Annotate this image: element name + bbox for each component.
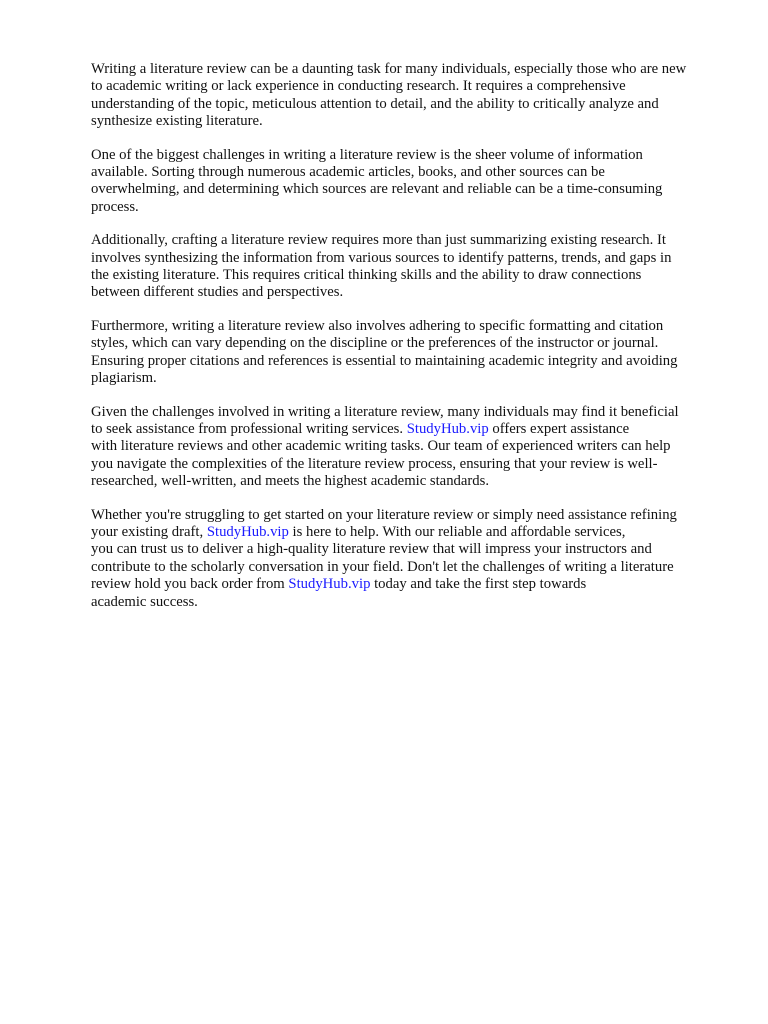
paragraph-text: offers expert assistance with literature reviews and other academic writing tasks. Our team of experienced writers can help you navigate the complexities of the literature review process, ensuring that your review is well- researched, well-written, and meets the highest academic standards. [91, 420, 671, 490]
paragraph-text: Additionally, crafting a literature review requires more than just summarizing existing research. It involves synthesizing the information from various sources to identify patterns, trends, and gaps in the existing literature. This requires critical thinking skills and the ability to draw connections between different studies and perspectives. [91, 232, 672, 301]
document-body [91, 61, 723, 627]
paragraph-formatting [91, 318, 723, 388]
paragraph-text: today and take the first step towards academic success. [91, 576, 587, 610]
studyhub-link[interactable]: StudyHub.vip [288, 576, 371, 593]
paragraph-assistance [91, 404, 723, 491]
paragraph-synthesis [91, 232, 723, 302]
paragraph-text: Whether you're struggling to get started on your literature review or simply need assistance refining your existing draft, [91, 506, 677, 540]
studyhub-link[interactable]: StudyHub.vip [406, 420, 489, 437]
paragraph-text: Furthermore, writing a literature review also involves adhering to specific formatting and citation styles, which can vary depending on the discipline or the preferences of the instructor or journal. Ensuring proper citations and references is essential to maintaining academic integrity and avoiding plagiarism. [91, 317, 678, 387]
paragraph-intro [91, 61, 723, 131]
studyhub-link[interactable]: StudyHub.vip [206, 523, 289, 540]
paragraph-text: Writing a literature review can be a daunting task for many individuals, especially those who are new to academic writing or lack experience in conducting research. It requires a comprehensive understanding of the topic, meticulous attention to detail, and the ability to critically analyze and synthesize existing literature. [91, 61, 687, 130]
paragraph-text: Given the challenges involved in writing a literature review, many individuals may find it beneficial to seek assistance from professional writing services. [91, 403, 679, 437]
paragraph-text: One of the biggest challenges in writing a literature review is the sheer volume of information available. Sorting through numerous academic articles, books, and other sources can be overwhelming, and determining which sources are relevant and reliable can be a time-consuming process. [91, 146, 663, 215]
paragraph-challenges [91, 147, 723, 217]
paragraph-text: is here to help. With our reliable and affordable services, you can trust us to deliver a high-quality literature review that will impress your instructors and contribute to the scholarly conversation in your field. Don't let the challenges of writing a literature review hold you back order from [91, 523, 674, 593]
paragraph-closing [91, 507, 723, 611]
